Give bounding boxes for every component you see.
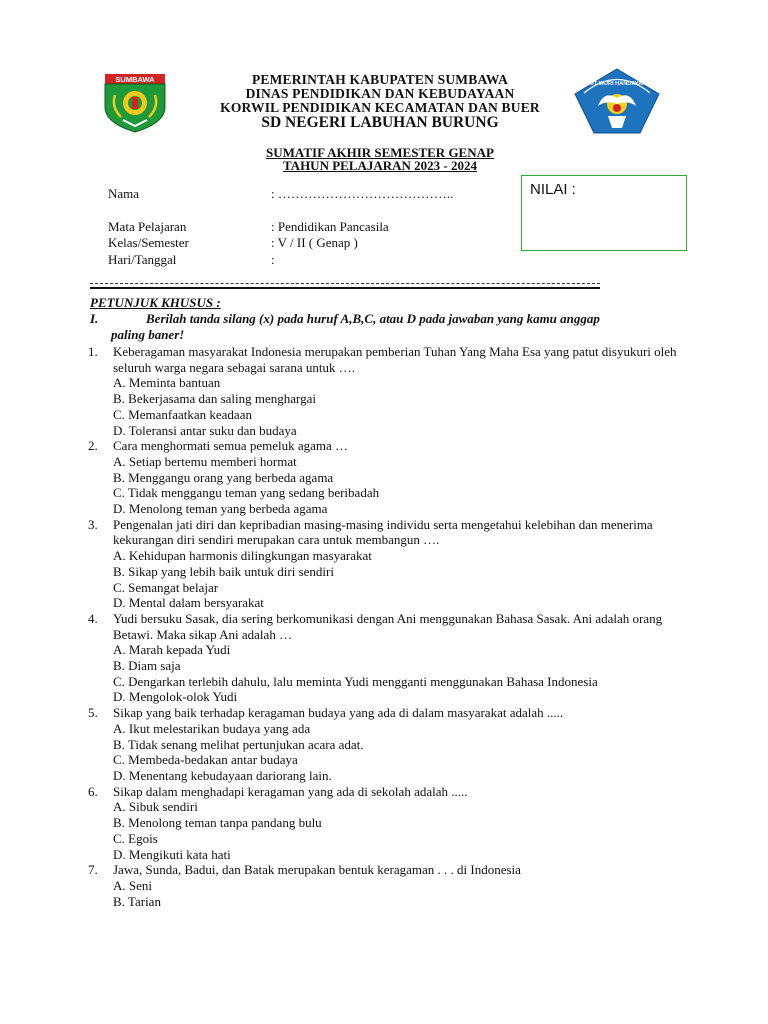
question-item xyxy=(88,705,688,784)
question-number: 3. xyxy=(88,516,98,532)
answer-option: B. Bekerjasama dan saling menghargai xyxy=(113,391,317,407)
answer-option: C. Membeda-bedakan antar budaya xyxy=(113,752,298,768)
header-department: DINAS PENDIDIKAN DAN KEBUDAYAAN xyxy=(245,86,515,101)
answer-option: A. Ikut melestarikan budaya yang ada xyxy=(113,720,311,736)
question-text: Keberagaman masyarakat Indonesia merupakan pemberian Tuhan Yang Maha Esa yang patut disyukuri oleh seluruh warga negara sebagai sarana untuk …. xyxy=(113,344,677,375)
question-number: 2. xyxy=(88,438,98,454)
question-item xyxy=(88,611,688,705)
answer-option: C. Memanfaatkan keadaan xyxy=(113,406,252,422)
answer-option: A. Sibuk sendiri xyxy=(113,799,198,815)
answer-option: D. Mental dalam bersyarakat xyxy=(113,595,264,611)
question-number: 5. xyxy=(88,705,98,721)
answer-option: A. Seni xyxy=(113,877,152,893)
identity-label-date: Hari/Tanggal xyxy=(108,252,177,267)
answer-option: D. Toleransi antar suku dan budaya xyxy=(113,422,297,438)
identity-label-name: Nama xyxy=(108,186,140,201)
exam-title: SUMATIF AKHIR SEMESTER GENAP xyxy=(266,145,494,160)
identity-value-class: : V / II ( Genap ) xyxy=(271,235,358,250)
answer-option: B. Diam saja xyxy=(113,658,181,674)
answer-option: A. Marah kepada Yudi xyxy=(113,642,231,658)
instructions-line2: paling baner! xyxy=(111,327,185,342)
question-item xyxy=(88,784,688,863)
question-number: 7. xyxy=(88,862,98,878)
answer-option: A. Setiap bertemu memberi hormat xyxy=(113,453,297,469)
answer-option: C. Tidak menggangu teman yang sedang beribadah xyxy=(113,485,380,501)
answer-option: B. Sikap yang lebih baik untuk diri sendiri xyxy=(113,563,334,579)
answer-option: D. Mengikuti kata hati xyxy=(113,846,231,862)
question-list xyxy=(88,344,688,909)
section-numeral: I. xyxy=(90,311,99,326)
dashed-divider xyxy=(90,283,600,284)
question-number: 6. xyxy=(88,783,98,799)
question-item xyxy=(88,438,688,517)
answer-option: A. Meminta bantuan xyxy=(113,375,221,391)
instructions-heading: PETUNJUK KHUSUS : xyxy=(90,295,221,310)
identity-value-subject: : Pendidikan Pancasila xyxy=(271,219,389,234)
school-name: SD NEGERI LABUHAN BURUNG xyxy=(261,114,499,131)
answer-option: B. Menolong teman tanpa pandang bulu xyxy=(113,815,322,831)
question-item xyxy=(88,344,688,438)
answer-option: B. Menggangu orang yang berbeda agama xyxy=(113,469,334,485)
identity-label-class: Kelas/Semester xyxy=(108,235,189,250)
instructions-line1: Berilah tanda silang (x) pada huruf A,B,C, atau D pada jawaban yang kamu anggap xyxy=(146,311,600,326)
question-item xyxy=(88,517,688,611)
question-text: Sikap yang baik terhadap keragaman budaya yang ada di dalam masyarakat adalah ..... xyxy=(113,705,564,721)
question-text: Cara menghormati semua pemeluk agama … xyxy=(113,438,349,454)
question-item xyxy=(88,862,688,909)
score-label: NILAI : xyxy=(530,181,576,198)
answer-option: B. Tarian xyxy=(113,893,161,909)
answer-option: D. Menolong teman yang berbeda agama xyxy=(113,501,328,517)
header-district: KORWIL PENDIDIKAN KECAMATAN DAN BUER xyxy=(220,100,540,115)
svg-text:SUMBAWA: SUMBAWA xyxy=(115,75,155,84)
answer-option: D. Mengolok-olok Yudi xyxy=(113,689,238,705)
answer-option: C. Semangat belajar xyxy=(113,579,219,595)
identity-label-subject: Mata Pelajaran xyxy=(108,219,187,234)
solid-divider xyxy=(90,287,600,289)
exam-year: TAHUN PELAJARAN 2023 - 2024 xyxy=(282,158,478,173)
question-text: Sikap dalam menghadapi keragaman yang ada di sekolah adalah ..... xyxy=(113,783,468,799)
answer-option: D. Menentang kebudayaan dariorang lain. xyxy=(113,767,332,783)
identity-value-name: : ………………………………….. xyxy=(271,186,454,201)
question-number: 4. xyxy=(88,610,98,626)
question-text: Jawa, Sunda, Badui, dan Batak merupakan bentuk keragaman . . . di Indonesia xyxy=(113,862,521,878)
answer-option: A. Kehidupan harmonis dilingkungan masyarakat xyxy=(113,548,372,564)
question-text: Pengenalan jati diri dan kepribadian masing-masing individu serta mengetahui kelebihan dan menerima kekurangan diri sendiri merupakan cara untuk membangun …. xyxy=(113,516,653,548)
header-government: PEMERINTAH KABUPATEN SUMBAWA xyxy=(251,72,509,87)
question-text: Yudi bersuku Sasak, dia sering berkomunikasi dengan Ani menggunakan Bahasa Sasak. Ani adalah orang Betawi. Maka sikap Ani adalah … xyxy=(113,610,663,642)
answer-option: B. Tidak senang melihat pertunjukan acara adat. xyxy=(113,736,364,752)
identity-value-date: : xyxy=(271,252,275,267)
answer-option: C. Dengarkan terlebih dahulu, lalu meminta Yudi mengganti menggunakan Bahasa Indonesia xyxy=(113,673,598,689)
question-number: 1. xyxy=(88,344,98,359)
score-box xyxy=(521,175,687,251)
answer-option: C. Egois xyxy=(113,830,158,846)
svg-text:TUT WURI HANDAYANI: TUT WURI HANDAYANI xyxy=(586,81,648,87)
